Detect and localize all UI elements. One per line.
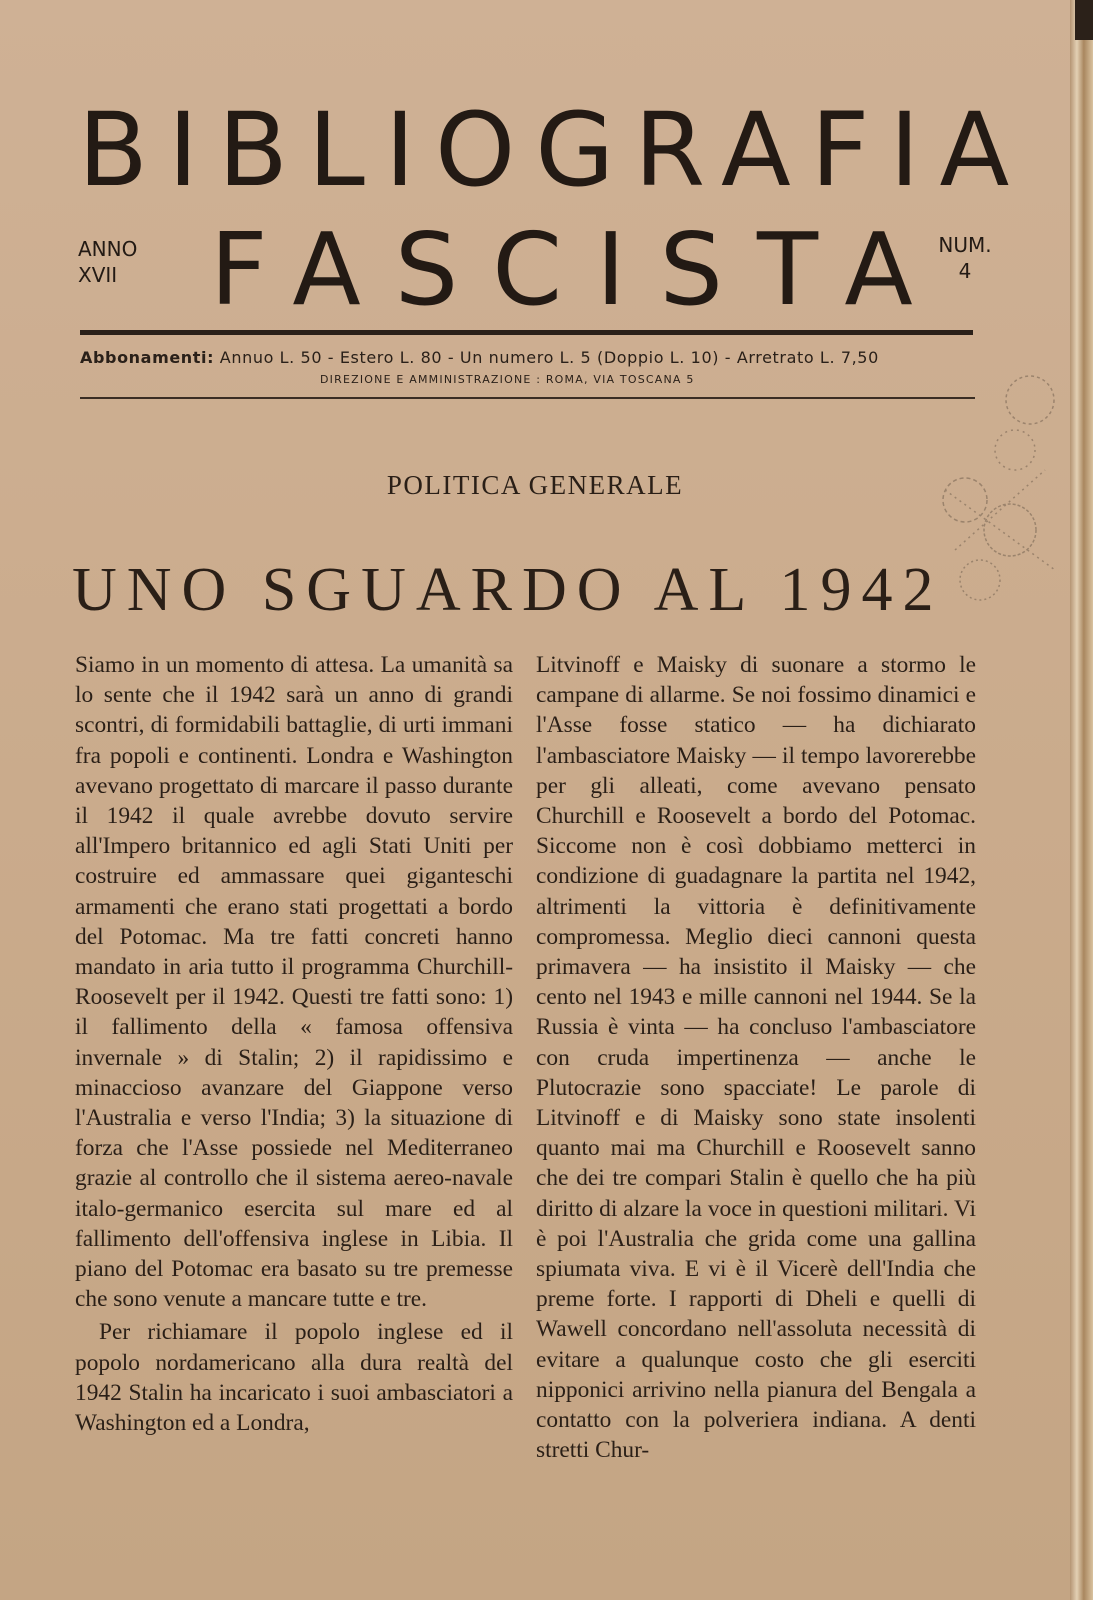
issue-year xyxy=(78,236,137,288)
anno-label: ANNO xyxy=(78,237,138,261)
subscription-lead: Abbonamenti: xyxy=(80,348,215,367)
paragraph: Litvinoff e Maisky di suonare a stormo le campane di allarme. Se noi fossimo dinamici e l'Asse fosse statico — ha dichiarato l'ambasciatore Maisky — il tempo lavorerebbe per gli alleati, come avevano pensato Churchill e Roosevelt a bordo del Potomac. Siccome non è così dobbiamo metterci in condizione di guadagnare la partita nel 1942, altrimenti la vittoria è definitivamente compromessa. Meglio dieci cannoni questa primavera — ha insistito il Maisky — che cento nel 1943 e mille cannoni nel 1944. Se la Russia è vinta — ha concluso l'ambasciatore con cruda impertinenza — anche le Plutocrazie sono spacciate! Le parole di Litvinoff e di Maisky sono state insolenti quanto mai ma Churchill e Roosevelt sanno che dei tre compari Stalin è quello che ha più diritto di alzare la voce in questioni militari. Vi è poi l'Australia che grida come una gallina spiumata viva. E vi è il Vicerè dell'India che preme forte. I rapporti di Dheli e quelli di Wawell concordano nell'assoluta necessità di evitare a qualunque costo che gli eserciti nipponici arrivino nella pianura del Bengala a contatto con la polveriera indiana. A denti stretti Chur- xyxy=(536,652,976,1464)
masthead-title-line2: FASCISTA xyxy=(210,211,947,328)
section-title: POLITICA GENERALE xyxy=(386,470,684,500)
article-headline: UNO SGUARDO AL 1942 xyxy=(72,556,944,624)
masthead-rule-thick xyxy=(80,330,973,335)
binding-edge xyxy=(1070,0,1093,1600)
issue-number xyxy=(930,232,1000,284)
page-corner xyxy=(1075,0,1093,40)
num-value: 4 xyxy=(958,259,972,283)
masthead-title-line1: BIBLIOGRAFIA xyxy=(78,91,1030,210)
direction-address: DIREZIONE E AMMINISTRAZIONE : ROMA, VIA TOSCANA 5 xyxy=(320,373,695,386)
article-column-left xyxy=(75,650,513,1438)
subscription-prices: Annuo L. 50 - Estero L. 80 - Un numero L. 5 (Doppio L. 10) - Arretrato L. 7,50 xyxy=(214,348,879,367)
paragraph: Siamo in un momento di attesa. La umanità sa lo sente che il 1942 sarà un anno di grandi scontri, di formidabili battaglie, di urti immani fra popoli e continenti. Londra e Washington avevano progettato di marcare il passo durante il 1942 il quale avrebbe dovuto servire all'Impero britannico ed agli Stati Uniti per costruire ed ammassare quei giganteschi armamenti che erano stati progettati a bordo del Potomac. Ma tre fatti concreti hanno mandato in aria tutto il programma Churchill-Roosevelt per il 1942. Questi tre fatti sono: 1) il fallimento della « famosa offensiva invernale » di Stalin; 2) il rapidissimo e minaccioso avanzare del Giappone verso l'Australia e verso l'India; 3) la situazione di forza che l'Asse possiede nel Mediterraneo grazie al controllo che il sistema aereo-navale italo-germanico esercita sul mare ed al fallimento dell'offensiva inglese in Libia. Il piano del Potomac era basato su tre premesse che sono venute a mancare tutte e tre. xyxy=(75,652,513,1313)
masthead-rule-thin xyxy=(80,397,975,399)
paragraph: Per richiamare il popolo inglese ed il popolo nordamericano alla dura realtà del 1942 Stalin ha incaricato i suoi ambasciatori a Washington ed a Londra, xyxy=(75,1319,513,1437)
anno-value: XVII xyxy=(78,263,118,287)
subscription-line xyxy=(80,348,980,367)
article-column-right xyxy=(536,650,976,1465)
num-label: NUM. xyxy=(938,233,992,257)
